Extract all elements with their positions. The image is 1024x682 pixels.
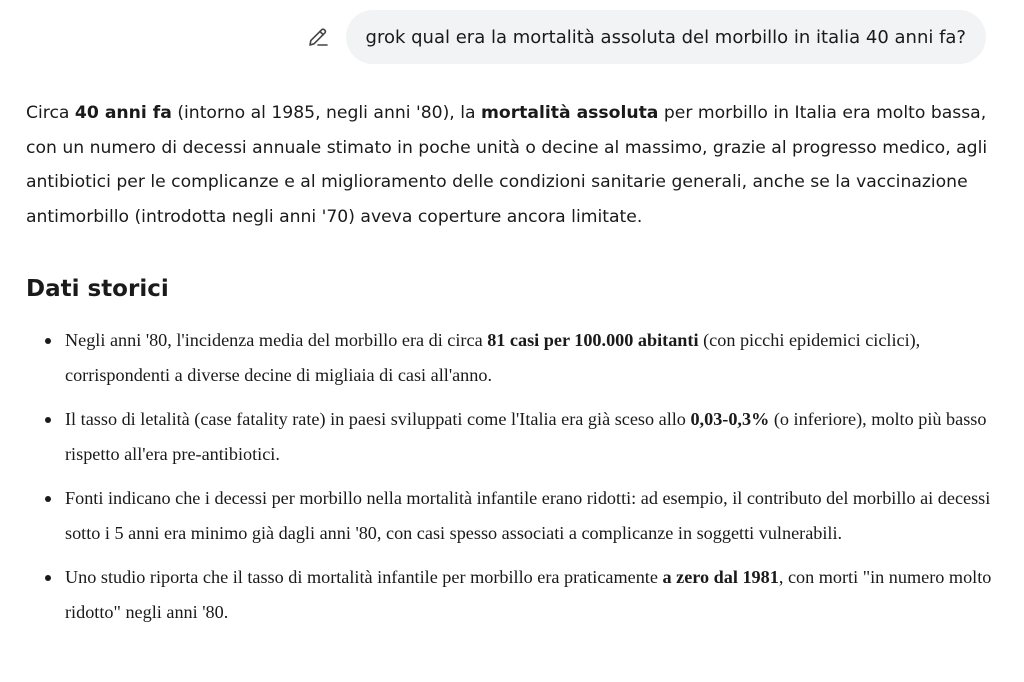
list-item-text: Negli anni '80, l'incidenza media del morbillo era di circa xyxy=(65,330,488,350)
intro-text: per morbillo in Italia era molto bassa, con un numero di decessi annuale stimato in poche unità o decine al massimo, grazie al progresso medico, agli antibiotici per le complicanze e al miglioramento delle condizioni sanitarie generali, anche se la vaccinazione antimorbillo (introdotta negli anni '70) aveva coperture ancora limitate. xyxy=(26,103,988,227)
list-item xyxy=(26,323,996,393)
list-item xyxy=(26,560,996,630)
section-heading: Dati storici xyxy=(26,276,169,302)
list-item-text: Fonti indicano che i decessi per morbillo nella mortalità infantile erano ridotti: ad esempio, il contributo del morbillo ai decessi sotto i 5 anni era minimo già dagli anni '80, con casi spesso associati a complicanze in soggetti vulnerabili. xyxy=(65,488,991,543)
intro-text: Circa xyxy=(26,103,75,123)
list-item-text: (o inferiore), molto più basso rispetto all'era pre-antibiotici. xyxy=(65,409,987,464)
list-item xyxy=(26,402,996,472)
bullet-icon xyxy=(45,338,51,344)
intro-bold-text: 40 anni fa xyxy=(74,103,172,123)
answer-intro-paragraph xyxy=(26,96,996,234)
list-item-text: Il tasso di letalità (case fatality rate) in paesi sviluppati come l'Italia era già sceso allo xyxy=(65,409,691,429)
list-item-bold-text: 0,03-0,3% xyxy=(690,409,770,429)
bullet-icon xyxy=(45,496,51,502)
list-item-text: (con picchi epidemici ciclici), corrispondenti a diverse decine di migliaia di casi all'anno. xyxy=(65,330,921,385)
list-item-text: Uno studio riporta che il tasso di mortalità infantile per morbillo era praticamente xyxy=(65,567,663,587)
bullet-icon xyxy=(45,575,51,581)
list-item-bold-text: a zero dal 1981 xyxy=(662,567,779,587)
list-item-text: , con morti "in numero molto ridotto" negli anni '80. xyxy=(65,567,992,622)
pencil-edit-icon[interactable] xyxy=(304,23,332,51)
bullet-icon xyxy=(45,417,51,423)
facts-list xyxy=(26,323,996,639)
assistant-answer xyxy=(26,96,996,622)
list-item-bold-text: 81 casi per 100.000 abitanti xyxy=(487,330,699,350)
intro-bold-text: mortalità assoluta xyxy=(480,103,659,123)
intro-text: (intorno al 1985, negli anni '80), la xyxy=(171,103,481,123)
user-message-row xyxy=(304,10,986,64)
list-item xyxy=(26,481,996,551)
user-message-bubble: grok qual era la mortalità assoluta del morbillo in italia 40 anni fa? xyxy=(346,10,986,64)
